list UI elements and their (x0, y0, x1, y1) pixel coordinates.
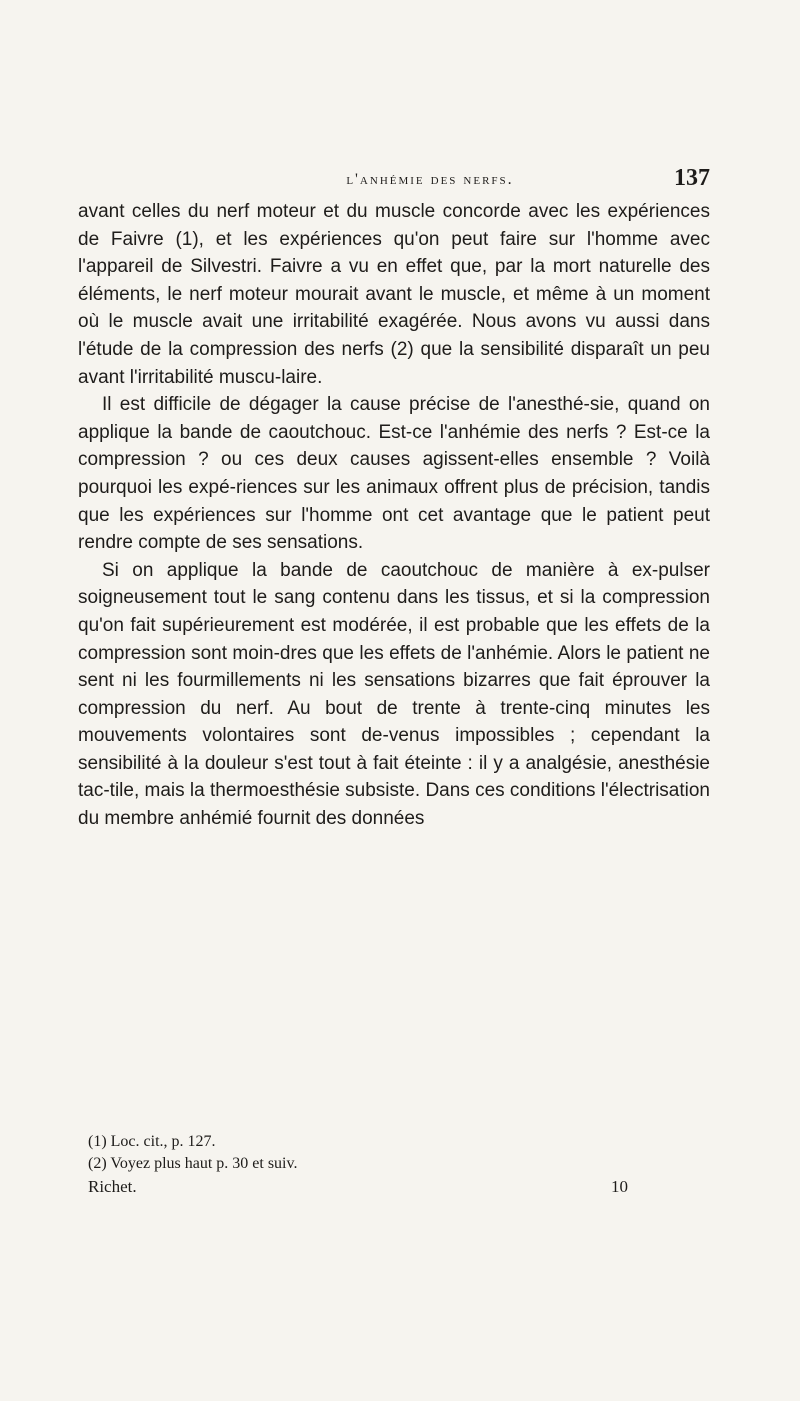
running-title: l'anhémie des nerfs. (346, 171, 514, 188)
publisher-mark: Richet. (88, 1177, 137, 1196)
page-number: 137 (674, 165, 710, 191)
paragraph: Si on applique la bande de caoutchouc de manière à ex-pulser soigneusement tout le sang contenu dans les tissus, et si la compression qu'on fait supérieurement est modérée, il est probable que les effets de la compression sont moin-dres que les effets de l'anhémie. Alors le patient ne sent ni les fourmillements ni les sensations bizarres que fait éprouver la compression du nerf. Au bout de trente à trente-cinq minutes les mouvements volontaires sont de-venus impossibles ; cependant la sensibilité à la douleur s'est tout à fait éteinte : il y a analgésie, anesthésie tac-tile, mais la thermoesthésie subsiste. Dans ces conditions l'électrisation du membre anhémié fournit des données (78, 559, 710, 830)
footnotes (88, 1131, 648, 1175)
paragraph: avant celles du nerf moteur et du muscle concorde avec les expériences de Faivre (1), et les expériences qu'on peut faire sur l'homme avec l'appareil de Silvestri. Faivre a vu en effet que, par la mort naturelle des éléments, le nerf moteur mourait avant le muscle, et même à un moment où le muscle avait une irritabilité exagérée. Nous avons vu aussi dans l'étude de la compression des nerfs (2) que la sensibilité disparaît un peu avant l'irritabilité muscu-laire. (78, 201, 710, 388)
page-header (150, 165, 710, 192)
signature-mark: 10 (611, 1177, 628, 1196)
page-footer (88, 1175, 628, 1199)
body-text (78, 198, 710, 833)
paragraph: Il est difficile de dégager la cause précise de l'anesthé-sie, quand on applique la bande de caoutchouc. Est-ce l'anhémie des nerfs ? Est-ce la compression ? ou ces deux causes agissent-elles ensemble ? Voilà pourquoi les expé-riences sur les animaux offrent plus de précision, tandis que les expériences sur l'homme ont cet avantage que le patient peut rendre compte de ses sensations. (78, 394, 710, 554)
footnote: (1) Loc. cit., p. 127. (88, 1133, 216, 1150)
footnote: (2) Voyez plus haut p. 30 et suiv. (88, 1155, 298, 1172)
